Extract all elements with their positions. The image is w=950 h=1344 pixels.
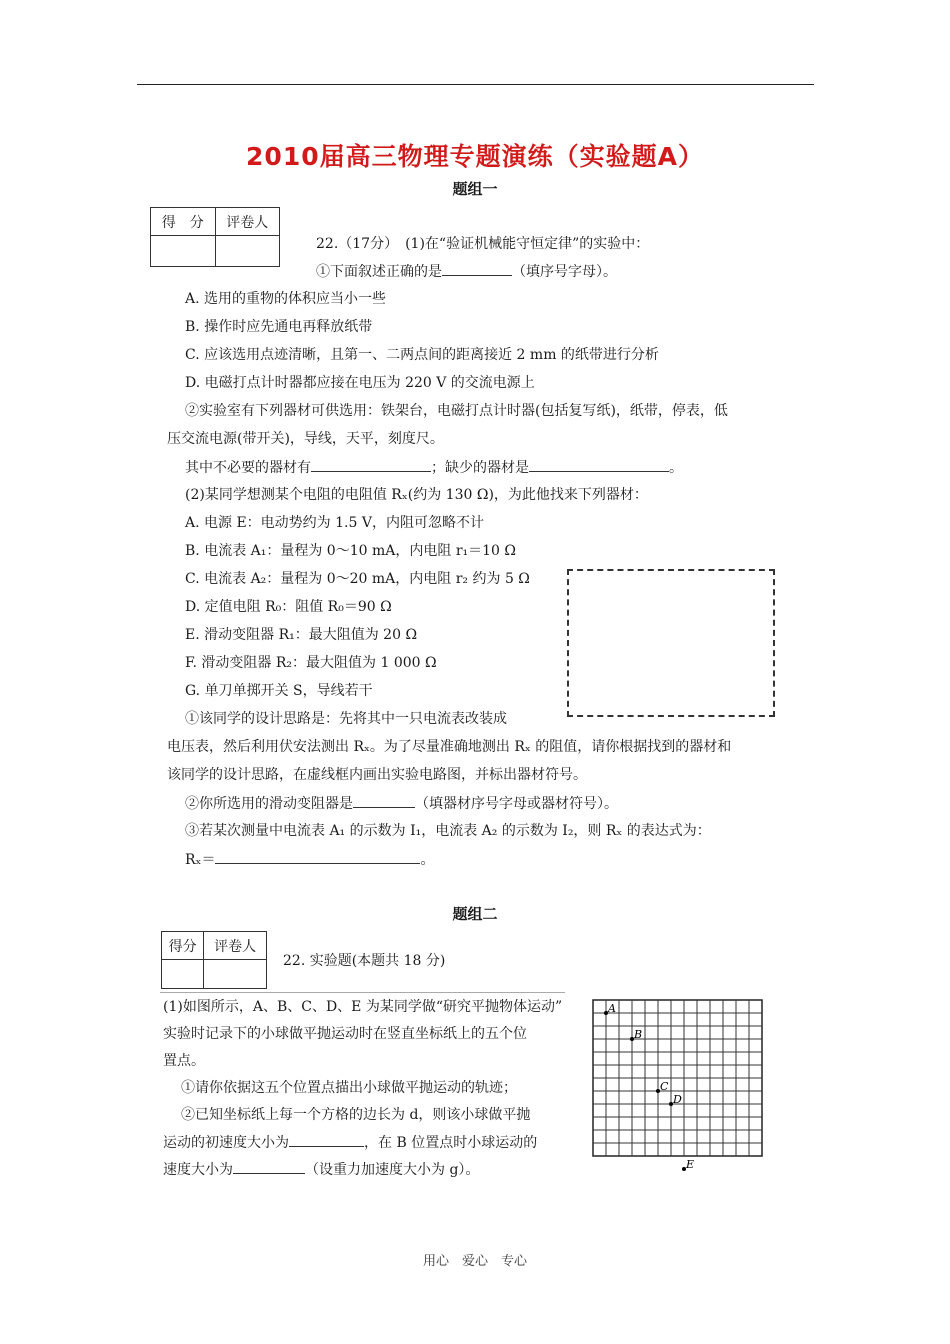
equipment-a: A. 电源 E：电动势约为 1.5 V，内阻可忽略不计 — [185, 515, 484, 531]
point-label-c: C — [660, 1080, 669, 1093]
score-cell[interactable] — [151, 236, 216, 267]
q2-1-line-b: 电压表，然后利用伏安法测出 Rₓ。为了尽量准确地测出 Rₓ 的阻值，请你根据找到的器材和 — [167, 739, 732, 755]
g2-paragraph-1: (1)如图所示，A、B、C、D、E 为某同学做“研究平抛物体运动” — [163, 999, 563, 1015]
equipment-g: G. 单刀单掷开关 S，导线若干 — [185, 683, 373, 699]
option-d: D. 电磁打点计时器都应接在电压为 220 V 的交流电源上 — [185, 375, 535, 391]
q2-2-text: ②你所选用的滑动变阻器是 — [185, 796, 353, 812]
unneeded-label: 其中不必要的器材有 — [185, 460, 311, 476]
missing-label: ；缺少的器材是 — [431, 460, 529, 476]
q2-1-line-a: ①该同学的设计思路是：先将其中一只电流表改装成 — [185, 711, 507, 727]
q1-1-line — [316, 262, 617, 281]
point-label-e: E — [686, 1158, 695, 1171]
b-velocity-label: 速度大小为 — [163, 1162, 233, 1178]
point-label-b: B — [634, 1028, 643, 1041]
rheostat-blank[interactable] — [353, 794, 415, 808]
coordinate-grid — [591, 998, 769, 1171]
g2-paragraph-3: 置点。 — [163, 1053, 205, 1069]
q2-1-line-c: 该同学的设计思路，在虚线框内画出实验电路图，并标出器材符号。 — [167, 767, 587, 783]
equipment-b: B. 电流表 A₁：量程为 0～10 mA，内电阻 r₁＝10 Ω — [185, 543, 516, 559]
b-velocity-text: ，在 B 位置点时小球运动的 — [364, 1135, 538, 1151]
q1-2-line-b: 压交流电源(带开关)，导线，天平，刻度尺。 — [167, 431, 444, 447]
page-title: 2010届高三物理专题演练（实验题A） — [246, 142, 704, 171]
q1-2-line-c — [185, 458, 683, 477]
group1-score-table — [150, 207, 280, 267]
answer-blank[interactable] — [442, 262, 512, 276]
grader-cell[interactable] — [215, 236, 280, 267]
g2-q22-header: 22. 实验题(本题共 18 分) — [283, 953, 446, 969]
rx-expression-label: Rₓ＝ — [185, 852, 216, 868]
group1-heading: 题组一 — [452, 180, 498, 198]
missing-blank[interactable] — [529, 458, 669, 472]
period: 。 — [420, 852, 435, 868]
option-b: B. 操作时应先通电再释放纸带 — [185, 319, 373, 335]
point-label-d: D — [673, 1093, 682, 1106]
score-cell[interactable] — [162, 960, 204, 989]
q2-2-tail: （填器材序号字母或器材符号）。 — [415, 796, 618, 812]
divider — [160, 992, 565, 993]
group2-heading: 题组二 — [452, 905, 498, 923]
header-rule — [137, 84, 814, 85]
page-footer: 用心 爱心 专心 — [422, 1254, 527, 1269]
group2-score-table — [161, 931, 267, 989]
equipment-f: F. 滑动变阻器 R₂：最大阻值为 1 000 Ω — [185, 655, 437, 671]
q2-3-answer-line — [185, 850, 434, 869]
q2-intro: (2)某同学想测某个电阻的电阻值 Rₓ(约为 130 Ω)，为此他找来下列器材： — [185, 487, 648, 503]
q2-2-line — [185, 794, 618, 813]
q2-3-line: ③若某次测量中电流表 A₁ 的示数为 I₁，电流表 A₂ 的示数为 I₂，则 Rₓ 的表达式为： — [185, 823, 711, 839]
circuit-drawing-box[interactable] — [567, 569, 775, 717]
initial-velocity-label: 运动的初速度大小为 — [163, 1135, 289, 1151]
q1-2-line-a: ②实验室有下列器材可供选用：铁架台，电磁打点计时器(包括复写纸)，纸带，停表，低 — [185, 403, 728, 419]
g2-paragraph-4: ①请你依据这五个位置点描出小球做平抛运动的轨迹； — [181, 1080, 517, 1096]
point-label-a: A — [608, 1002, 616, 1015]
gravity-note: （设重力加速度大小为 g）。 — [305, 1162, 480, 1178]
grader-label: 评卷人 — [215, 208, 280, 236]
g2-paragraph-5: ②已知坐标纸上每一个方格的边长为 d，则该小球做平抛 — [181, 1107, 531, 1123]
score-label: 得 分 — [151, 208, 216, 236]
g2-paragraph-2: 实验时记录下的小球做平抛运动时在竖直坐标纸上的五个位 — [163, 1026, 527, 1042]
period: 。 — [669, 460, 683, 476]
g2-paragraph-7 — [163, 1160, 479, 1179]
grader-cell[interactable] — [204, 960, 267, 989]
equipment-e: E. 滑动变阻器 R₁：最大阻值为 20 Ω — [185, 627, 418, 643]
equipment-d: D. 定值电阻 R₀：阻值 R₀＝90 Ω — [185, 599, 392, 615]
option-a: A. 选用的重物的体积应当小一些 — [185, 291, 387, 307]
grid-svg — [591, 998, 769, 1171]
equipment-c: C. 电流表 A₂：量程为 0～20 mA，内电阻 r₂ 约为 5 Ω — [185, 571, 530, 587]
q1-1-tail: （填序号字母）。 — [512, 264, 617, 280]
option-c: C. 应该选用点迹清晰，且第一、二两点间的距离接近 2 mm 的纸带进行分析 — [185, 347, 659, 363]
b-velocity-blank[interactable] — [233, 1160, 305, 1174]
initial-velocity-blank[interactable] — [289, 1133, 364, 1147]
q22-header: 22.（17分） (1)在“验证机械能守恒定律”的实验中： — [316, 236, 650, 252]
score-label: 得分 — [162, 932, 204, 960]
q1-1-text: ①下面叙述正确的是 — [316, 264, 442, 280]
unneeded-blank[interactable] — [311, 458, 431, 472]
grader-label: 评卷人 — [204, 932, 267, 960]
g2-paragraph-6 — [163, 1133, 537, 1152]
rx-expression-blank[interactable] — [215, 850, 420, 864]
